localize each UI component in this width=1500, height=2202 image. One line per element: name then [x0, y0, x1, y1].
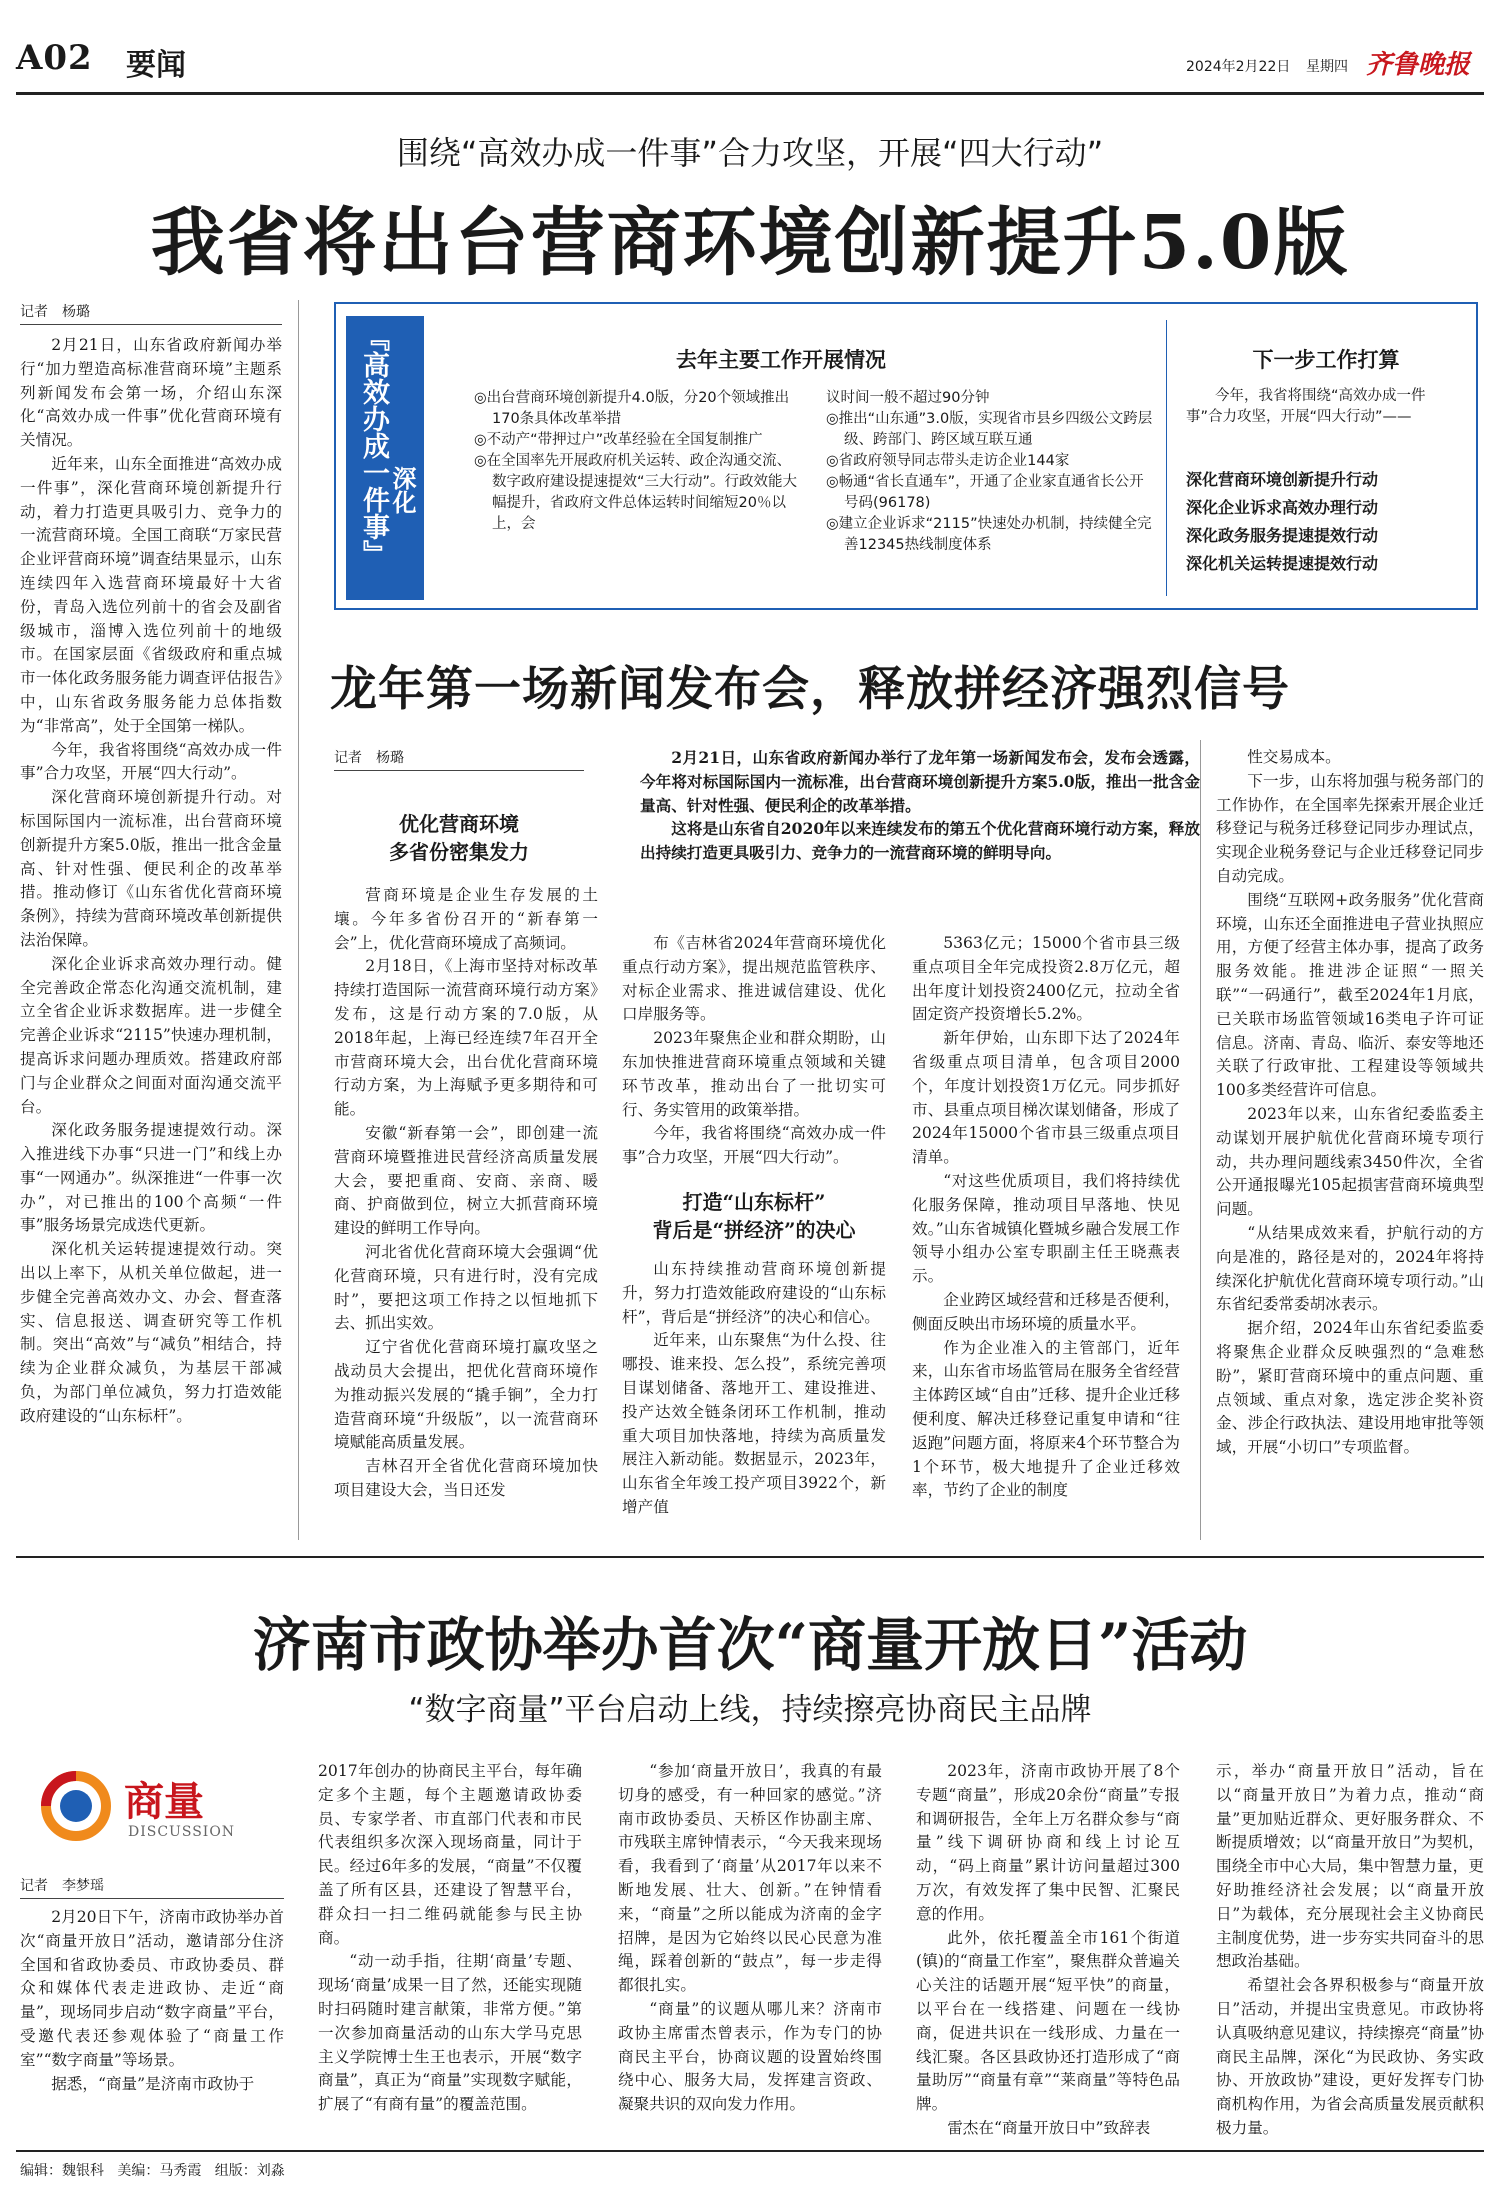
box-side-band	[346, 316, 424, 600]
box-side-label-main: 『高效办成一件事』	[358, 324, 389, 567]
box-right-intro: 今年，我省将围绕“高效办成一件事”合力攻坚，开展“四大行动”——	[1186, 388, 1426, 425]
story3-col2: 2017年创办的协商民主平台，每年确定多个主题，每个主题邀请政协委员、专家学者、市直部门代表和市民代表组织多次深入现场商量，同计于民。经过6年多的发展，“商量”不仅覆盖了所有区县，还建设了智慧平台，群众扫一扫二维码就能参与民主协商。 “动一动手指，往期‘商量’专题、现场‘商量’成果一目了然，还能实现随时扫码随时建言献策，非常方便。”第一次参加商量活动的山东大学马克思主义学院博士生王也表示，开展“数字商量”，真正为“商量”实现数字赋能，扩展了“有商有量”的覆盖范围。	[318, 1762, 582, 2114]
footer-rule	[16, 2150, 1484, 2152]
box-list-col1: ◎出台营商环境创新提升4.0版，分20个领域推出170条具体改革举措 ◎不动产“带押过户”改革经验在全国复制推广 ◎在全国率先开展政府机关运转、政企沟通交流、数字政府建设提速提效“三大行动”。行政效能大幅提升，省政府文件总体运转时间缩短20％以上，会	[474, 390, 798, 532]
box-divider	[1166, 320, 1167, 596]
story3-col5: 示，举办“商量开放日”活动，旨在以“商量开放日”为着力点，推动“商量”更加贴近群众、更好服务群众、不断提质增效；以“商量开放日”为契机，围绕全市中心大局，集中智慧力量，更好助推经济社会发展；以“商量开放日”为载体，充分展现社会主义协商民主制度优势，进一步夯实共同奋斗的思想政治基础。 希望社会各界积极参与“商量开放日”活动，并提出宝贵意见。市政协将认真吸纳意见建议，持续擦亮“商量”协商民主品牌，深化“为民政协、务实政协、开放政协”建设，更好发挥专门协商机构作用，为省会高质量发展贡献积极力量。	[1216, 1762, 1484, 2136]
section-name: 要闻	[126, 48, 186, 83]
story2-col1: 营商环境是企业生存发展的土壤。今年多省份召开的“新春第一会”上，优化营商环境成了高频词。 2月18日，《上海市坚持对标改革持续打造国际一流营商环境行动方案》发布，这是行动方案的7.0版，从2018年起，上海已经连续7年召开全市营商环境大会，出台优化营商环境行动方案，为上海赋予更多期待和可能。 安徽“新春第一会”，即创建一流营商环境暨推进民营经济高质量发展大会，要把重商、安商、亲商、暖商、护商做到位，树立大抓营商环境建设的鲜明工作导向。 河北省优化营商环境大会强调“优化营商环境，只有进行时，没有完成时”，要把这项工作持之以恒地抓下去、抓出实效。 辽宁省优化营商环境打赢攻坚之战动员大会提出，把优化营商环境作为推动振兴发展的“撬手锏”，全力打造营商环境“升级版”，以一流营商环境赋能高质量发展。 吉林召开全省优化营商环境加快项目建设大会，当日还发	[334, 886, 598, 1499]
story2-subhead-2: 打造“山东标杆” 背后是“拼经济”的决心	[652, 1190, 856, 1242]
story2-col-divider	[1200, 740, 1201, 1540]
story3-col4: 2023年，济南市政协开展了8个专题“商量”，形成20余份“商量”专报和调研报告，全年上万名群众参与“商量”线下调研协商和线上讨论互动，“码上商量”累计访问量超过300万次，有效发挥了集中民智、汇聚民意的作用。 此外，依托覆盖全市161个街道(镇)的“商量工作室”，聚焦群众普遍关心关注的话题开展“短平快”的商量，以平台在一线搭建、问题在一线协商，促进共识在一线形成、力量在一线汇聚。各区县政协还打造形成了“商量助厉”“商量有章”“莱商量”等特色品牌。 雷杰在“商量开放日中”致辞表	[916, 1762, 1180, 2136]
story3-byline: 记者 李梦瑶	[20, 1878, 104, 1894]
story2-col2a: 布《吉林省2024年营商环境优化重点行动方案》，提出规范监管秩序、对标企业需求、推进诚信建设、优化口岸服务等。 2023年聚焦企业和群众期盼，山东加快推进营商环境重点领域和关键环节改革，推动出台了一批切实可行、务实管用的政策举措。 今年，我省将围绕“高效办成一件事”合力攻坚，开展“四大行动”。	[622, 934, 886, 1167]
box-list-col2: 议时间一般不超过90分钟 ◎推出“山东通”3.0版，实现省市县乡四级公文跨层级、跨部门、跨区域互联互通 ◎省政府领导同志带头走访企业144家 ◎畅通“省长直通车”，开通了企业家直通省长公开号码(96178) ◎建立企业诉求“2115”快速处办机制，持续健全完善12345热线制度体系	[826, 390, 1153, 553]
story2-title: 龙年第一场新闻发布会，释放拼经济强烈信号	[330, 662, 1290, 717]
page-number: A02	[16, 38, 93, 78]
story1-body: 2月21日，山东省政府新闻办举行“加力塑造高标准营商环境”主题系列新闻发布会第一场，介绍山东深化“高效办成一件事”优化营商环境有关情况。 近年来，山东全面推进“高效办成一件事”，深化营商环境创新提升行动，着力打造更具吸引力、竞争力的一流营商环境。全国工商联“万家民营企业评营商环境”调查结果显示，山东连续四年入选营商环境最好十大省份，青岛入选位列前十的省会及副省级城市，淄博入选位列前十的地级市。在国家层面《省级政府和重点城市一体化政务服务能力调查评估报告》中，山东省政务服务能力总体指数为“非常高”，处于全国第一梯队。 今年，我省将围绕“高效办成一件事”合力攻坚，开展“四大行动”。 深化营商环境创新提升行动。对标国际国内一流标准，出台营商环境创新提升方案5.0版，推出一批含金量高、针对性强、便民利企的改革举措。推动修订《山东省优化营商环境条例》，持续为营商环境改革创新提供法治保障。 深化企业诉求高效办理行动。健全完善政企常态化沟通交流机制，建立全省企业诉求数据库。进一步健全完善企业诉求“2115”快速办理机制，提高诉求问题办理质效。搭建政府部门与企业群众之间面对面沟通交流平台。 深化政务服务提速提效行动。深入推进线下办事“只进一门”和线上办事“一网通办”。纵深推进“一件事一次办”，对已推出的100个高频“一件事”服务场景完成迭代更新。 深化机关运转提速提效行动。突出以上率下，从机关单位做起，进一步健全完善高效办文、办会、督查落实、信息报送、调查研究等工作机制。突出“高效”与“减负”相结合，持续为企业群众减负，为基层干部减负，为部门单位减负，努力打造效能政府建设的“山东标杆”。	[20, 336, 282, 1425]
footer-proof: 组版：刘淼	[214, 2163, 285, 2179]
story2-byline-rule	[334, 770, 584, 771]
story3-title: 济南市政协举办首次“商量开放日”活动	[252, 1611, 1248, 1679]
logo-text: 商量	[124, 1778, 204, 1825]
box-side-label-deep: 深化	[388, 466, 416, 514]
story2-col4: 性交易成本。 下一步，山东将加强与税务部门的工作协作，在全国率先探索开展企业迁移登记与税务迁移登记同步办理试点，实现企业税务登记与企业迁移登记同步自动完成。 围绕“互联网+政务服务”优化营商环境，山东还全面推进电子营业执照应用，方便了经营主体办事，提高了政务服务效能。推进涉企证照“一照关联”“一码通行”，截至2024年1月底，已关联市场监管领域16类电子许可证信息。济南、青岛、临沂、泰安等地还关联了行政审批、工程建设等领域共100多类经营许可信息。 2023年以来，山东省纪委监委主动谋划开展护航优化营商环境专项行动，共办理问题线索3450件次，全省公开通报曝光105起损害营商环境典型问题。 “从结果成效来看，护航行动的方向是准的，路径是对的，2024年将持续深化护航优化营商环境专项行动。”山东省纪委常委胡冰表示。 据介绍，2024年山东省纪委监委将聚焦企业群众反映强烈的“急难愁盼”，紧盯营商环境中的重点问题、重点领域、重点对象，选定涉企奖补资金、涉企行政执法、建设用地审批等领域，开展“小切口”专项监督。	[1216, 748, 1484, 1457]
issue-date: 2024年2月22日	[1186, 59, 1291, 75]
story1-kicker: 围绕“高效办成一件事”合力攻坚，开展“四大行动”	[396, 134, 1104, 172]
section-divider	[16, 1556, 1484, 1558]
logo-subtext: DISCUSSION	[128, 1824, 236, 1840]
story2-col3: 5363亿元；15000个省市县三级重点项目全年完成投资2.8万亿元，超出年度计划投资2400亿元，拉动全省固定资产投资增长5.2%。 新年伊始，山东即下达了2024年省级重点项目清单，包含项目2000个，年度计划投资1万亿元。同步抓好市、县重点项目梯次谋划储备，形成了2024年15000个省市县三级重点项目清单。 “对这些优质项目，我们将持续优化服务保障，推动项目早落地、快见效。”山东省城镇化暨城乡融合发展工作领导小组办公室专职副主任王晓燕表示。 企业跨区域经营和迁移是否便利，侧面反映出市场环境的质量水平。 作为企业准入的主管部门，近年来，山东省市场监管局在服务全省经营主体跨区域“自由”迁移、提升企业迁移便利度、解决迁移登记重复申请和“往返跑”问题方面，将原来4个环节整合为1个环节，极大地提升了企业迁移效率，节约了企业的制度	[912, 934, 1180, 1500]
shangliang-logo	[36, 1756, 276, 1856]
story2-byline: 记者 杨璐	[334, 750, 404, 766]
footer-editor: 编辑：魏银科	[20, 2163, 104, 2179]
page-header	[16, 36, 1484, 92]
logo-swirl-icon	[36, 1766, 116, 1846]
story1-title: 我省将出台营商环境创新提升5.0版	[150, 200, 1350, 286]
issue-weekday: 星期四	[1306, 59, 1348, 75]
story3-subtitle: “数字商量”平台启动上线，持续擦亮协商民主品牌	[408, 1692, 1092, 1728]
column-divider	[298, 300, 299, 1540]
box-right-title: 下一步工作打算	[1252, 347, 1400, 372]
footer-credits	[20, 2160, 285, 2180]
story1-byline: 记者 杨璐	[20, 304, 90, 320]
footer-designer: 美编：马秀霞	[117, 2163, 202, 2179]
story3-col1: 2月20日下午，济南市政协举办首次“商量开放日”活动，邀请部分住济全国和省政协委员、市政协委员、群众和媒体代表走进政协、走近“商量”，现场同步启动“数字商量”平台，受邀代表还参观体验了“商量工作室”“数字商量”等场景。 据悉，“商量”是济南市政协于	[20, 1908, 284, 2093]
story2-lead: 2月21日，山东省政府新闻办举行了龙年第一场新闻发布会，发布会透露，今年将对标国际国内一流标准，出台营商环境创新提升方案5.0版，推出一批含金量高、针对性强、便民利企的改革举措。 这将是山东省自2020年以来连续发布的第五个优化营商环境行动方案，释放出持续打造更具吸引力、竞争力的一流营商环境的鲜明导向。	[640, 748, 1200, 863]
story3-col3: “参加‘商量开放日’，我真的有最切身的感受，有一种回家的感觉。”济南市政协委员、天桥区作协副主席、市残联主席钟情表示，“今天我来现场看，我看到了‘商量’从2017年以来不断地发展、壮大、创新。”在钟情看来，“商量”之所以能成为济南的金字招牌，是因为它始终以民心民意为准绳，踩着创新的“鼓点”，每一步走得都很扎实。 “商量”的议题从哪儿来？济南市政协主席雷杰曾表示，作为专门的协商民主平台，协商议题的设置始终围绕中心、服务大局，发挥建言资政、凝聚共识的双向发力作用。	[618, 1762, 882, 2114]
box-action-list: 深化营商环境创新提升行动 深化企业诉求高效办理行动 深化政务服务提速提效行动 深化机关运转提速提效行动	[1186, 470, 1379, 573]
story2-subhead-1: 优化营商环境 多省份密集发力	[389, 812, 529, 864]
newspaper-logo: 齐鲁晚报	[1366, 50, 1471, 80]
byline-rule	[20, 324, 282, 325]
story2-col2b: 山东持续推动营商环境创新提升，努力打造效能政府建设的“山东标杆”，背后是“拼经济”的决心和信心。 近年来，山东聚焦“为什么投、往哪投、谁来投、怎么投”，系统完善项目谋划储备、落地开工、建设推进、投产达效全链条闭环工作机制，推动重大项目加快落地，持续为高质量发展注入新动能。数据显示，2023年，山东省全年竣工投产项目3922个，新增产值	[622, 1260, 886, 1516]
info-box	[334, 302, 1478, 610]
header-rule	[16, 92, 1484, 95]
box-left-title: 去年主要工作开展情况	[676, 347, 886, 372]
story3-byline-rule	[20, 1898, 284, 1899]
